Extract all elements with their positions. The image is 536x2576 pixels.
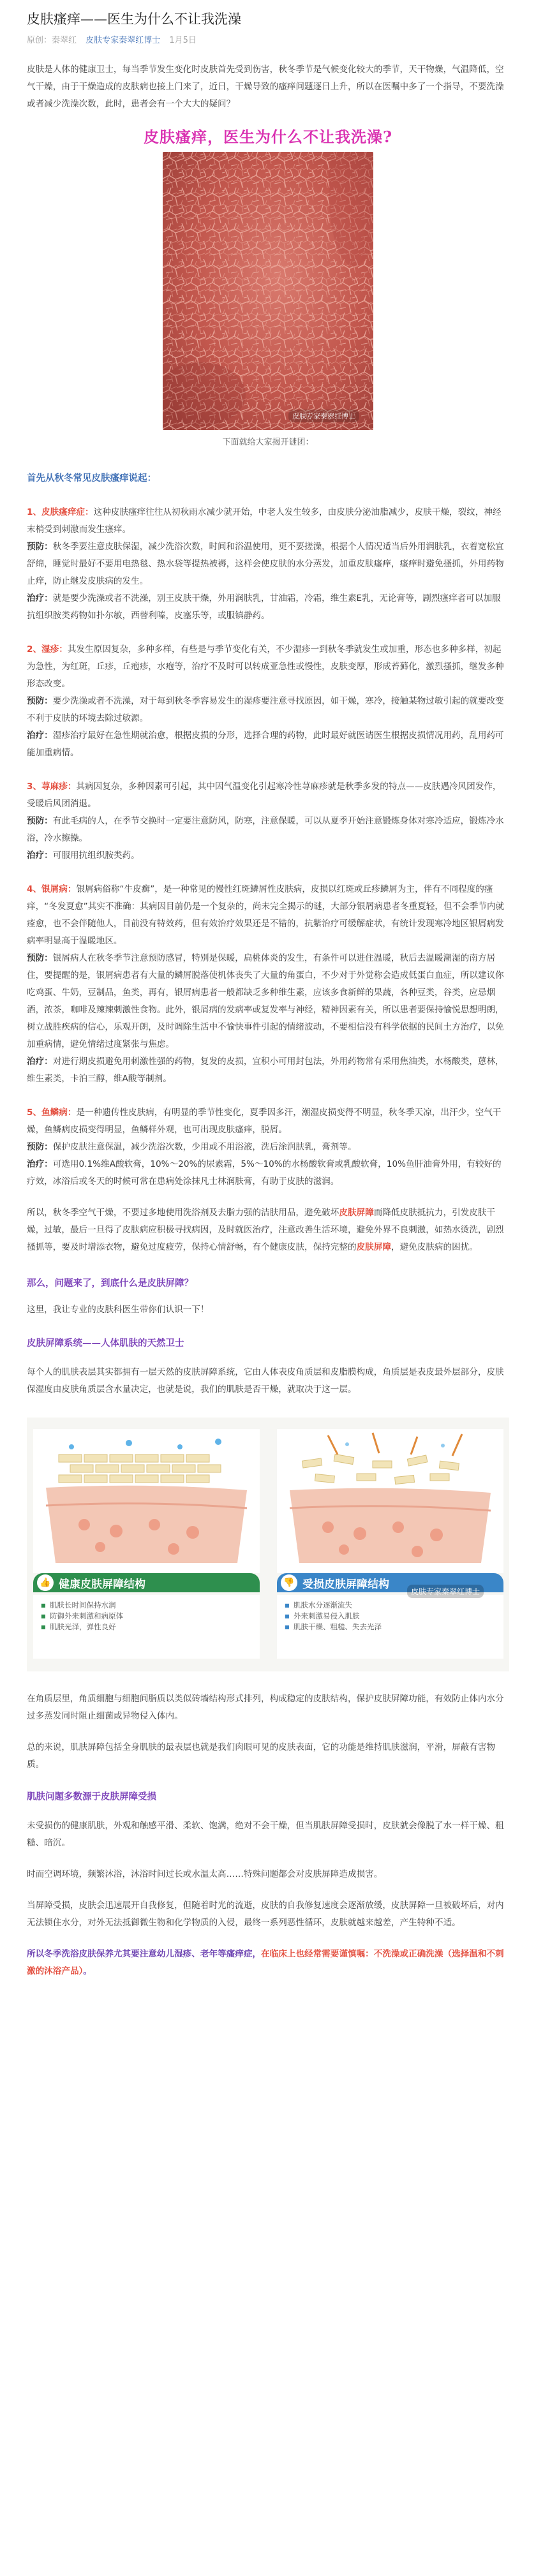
diagram-point: ■ 肌肤光泽，弹性良好 bbox=[50, 1622, 260, 1632]
disease-description: 这种皮肤瘙痒往往从初秋雨水减少就开始，中老人发生较多，由皮肤分泌油脂减少，皮肤干燥，裂纹，神经末梢受到刺激而发生瘙痒。 bbox=[27, 507, 502, 535]
summary-text-2: 而降低皮肤抵抗力，引发皮肤干燥，过敏，最后一旦得了皮肤病应积极寻找病因，及时就医治疗，注意改善生活环境，避免外界不良刺激，如热水烫洗，剧烈搔抓等，要及时增添衣物，避免过度疲劳，保持心情舒畅，有个健康皮肤，保持完整的 bbox=[27, 1208, 504, 1252]
disease-point bbox=[27, 813, 509, 847]
disease-title: 2、湿疹： bbox=[27, 644, 68, 655]
diagram-point: ■ 外来刺激易侵入肌肤 bbox=[294, 1611, 503, 1622]
disease-point bbox=[27, 1156, 509, 1190]
diagram-point: ■ 防御外来刺激和病原体 bbox=[50, 1611, 260, 1622]
banner-text: 皮肤瘙痒，医生为什么不让我洗澡? bbox=[143, 128, 393, 146]
disease-point bbox=[27, 1053, 509, 1088]
disease-lead bbox=[27, 504, 509, 538]
question-heading: 那么，问题来了，到底什么是皮肤屏障？ bbox=[27, 1278, 193, 1289]
skin-barrier-diagram bbox=[27, 1418, 509, 1671]
damaged-barrier-panel bbox=[277, 1429, 503, 1660]
disease-title: 3、荨麻疹： bbox=[27, 781, 77, 792]
disease-title: 5、鱼鳞病： bbox=[27, 1107, 77, 1118]
final-paragraph bbox=[27, 1946, 509, 1980]
damaged-points bbox=[277, 1595, 503, 1659]
point-label: 治疗： bbox=[27, 850, 53, 861]
diagram-watermark: 皮肤专家秦翠红博士 bbox=[407, 1585, 484, 1598]
disease-point bbox=[27, 727, 509, 762]
point-text: 湿疹治疗最好在急性期就治愈，根据皮损的分形，选择合理的药物，此时最好就医请医生根据皮损情况用药，乱用药可能加重病情。 bbox=[27, 730, 504, 758]
barrier-function-paragraph: 总的来说，肌肤屏障包括全身肌肤的最表层也就是我们肉眼可见的皮肤表面，它的功能是维持肌肤滋润，平滑，屏蔽有害物质。 bbox=[27, 1742, 496, 1770]
final-text-1: 所以冬季洗浴皮肤保养尤其要注意幼儿湿疹、老年等瘙痒症， bbox=[27, 1949, 262, 1959]
disease-item bbox=[27, 1104, 509, 1190]
damaged-label: 受损皮肤屏障结构 bbox=[302, 1578, 389, 1591]
question-answer: 这里，我让专业的皮肤科医生带你们认识一下！ bbox=[27, 1305, 209, 1315]
skin-rash-image bbox=[163, 152, 373, 430]
disease-description: 其发生原因复杂，多种多样，有些是与季节变化有关，不少湿疹一到秋冬季就发生或加重，形态也多种多样，初起为急性，为红斑，丘疹，丘疱疹，水疱等，治疗不及时可以转成亚急性或慢性，皮肤变厚，形成苔藓化，激烈搔抓，继发多种形态改变。 bbox=[27, 644, 504, 689]
disease-list bbox=[27, 504, 509, 1190]
thumbs-down-icon: 👎 bbox=[281, 1574, 297, 1591]
point-label: 预防： bbox=[27, 953, 53, 963]
disease-item bbox=[27, 881, 509, 1088]
damaged-skin-layers-image bbox=[277, 1429, 503, 1573]
summary-barrier-1: 皮肤屏障 bbox=[339, 1208, 374, 1218]
barrier-intro: 每个人的肌肤表层其实都拥有一层天然的皮肤屏障系统，它由人体表皮角质层和皮脂膜构成，角质层是表皮最外层部分，皮肤保湿度由皮肤角质层含水量决定，也就是说，我们的肌肤是否干燥，就取决于这一层。 bbox=[27, 1367, 504, 1395]
account-link[interactable]: 皮肤专家秦翠红博士 bbox=[86, 36, 161, 45]
disease-title: 1、皮肤瘙痒症： bbox=[27, 507, 94, 517]
damage-paragraph-1: 未受损伤的健康肌肤，外观和触感平滑、柔软、饱满，绝对不会干燥，但当肌肤屏障受损时，皮肤就会像脱了水一样干燥、粗糙、暗沉。 bbox=[27, 1821, 504, 1848]
diagram-point: ■ 肌肤水分逐渐流失 bbox=[294, 1600, 503, 1611]
barrier-heading: 皮肤屏障系统——人体肌肤的天然卫士 bbox=[27, 1338, 184, 1349]
section-common-itch: 首先从秋冬常见皮肤瘙痒说起： bbox=[27, 473, 156, 484]
article-date: 1月5日 bbox=[169, 36, 197, 45]
thumbs-up-icon: 👍 bbox=[37, 1574, 54, 1591]
healthy-label: 健康皮肤屏障结构 bbox=[59, 1578, 145, 1591]
image-caption: 下面就给大家揭开谜团： bbox=[222, 438, 314, 447]
diagram-point: ■ 肌肤长时间保持水润 bbox=[50, 1600, 260, 1611]
barrier-structure-paragraph: 在角质层里，角质细胞与细胞间脂质以类似砖墙结构形式排列，构成稳定的皮肤结构，保护皮肤屏障功能，有效防止体内水分过多蒸发同时阻止细菌或异物侵入体内。 bbox=[27, 1694, 504, 1721]
disease-lead bbox=[27, 881, 509, 950]
skin-rash-illustration bbox=[163, 152, 373, 430]
point-text: 有此毛病的人，在季节交换时一定要注意防风，防寒，注意保暖，可以从夏季开始注意锻炼身体对寒冷适应，锻炼冷水浴，冷水擦操。 bbox=[27, 816, 504, 843]
article-title: 皮肤瘙痒——医生为什么不让我洗澡 bbox=[27, 11, 241, 27]
point-label: 治疗： bbox=[27, 593, 53, 603]
disease-lead bbox=[27, 641, 509, 693]
disease-point bbox=[27, 693, 509, 727]
disease-title: 4、银屑病： bbox=[27, 884, 77, 894]
healthy-points-list bbox=[33, 1600, 260, 1632]
disease-item bbox=[27, 504, 509, 625]
damage-paragraph-2: 时而空调环境，频繁沐浴，沐浴时间过长或水温太高……特殊问题都会对皮肤屏障造成损害。 bbox=[27, 1869, 383, 1879]
point-text: 要少洗澡或者不洗澡，对于每到秋冬季容易发生的湿疹要注意寻找原因，如干燥，寒冷，接触某物过敏引起的就要改变不利于皮肤的环境去除过敏源。 bbox=[27, 696, 504, 723]
point-text: 可服用抗组织胺类药。 bbox=[52, 850, 140, 861]
disease-point bbox=[27, 590, 509, 625]
disease-item bbox=[27, 778, 509, 864]
point-label: 治疗： bbox=[27, 1056, 53, 1067]
intro-paragraph: 皮肤是人体的健康卫士，每当季节发生变化时皮肤首先受到伤害，秋冬季节是气候变化较大的季节，天干物燥，气温降低，空气干燥，由于干燥造成的皮肤病也接上门来了，近日，干燥导致的瘙痒问题逐日上升，所以在医嘱中多了一个指导，不要洗澡或者减少洗澡次数，此时，患者会有一个大大的疑问？ bbox=[27, 64, 504, 109]
point-text: 可选用0.1%维A酸软膏，10%～20%的尿素霜，5%～10%的水杨酸软膏或乳酸软膏，10%鱼肝油膏外用，有较好的疗效，冰浴后或冬天的时候可常在患病处涂抹凡士林润肤膏，有助于皮肤的滋润。 bbox=[27, 1159, 502, 1187]
summary-text-1: 所以，秋冬季空气干燥，不要过多地使用洗浴剂及去脂力强的洁肤用品，避免破坏 bbox=[27, 1208, 339, 1218]
disease-lead bbox=[27, 778, 509, 813]
damage-heading: 肌肤问题多数源于皮肤屏障受损 bbox=[27, 1792, 156, 1802]
healthy-points bbox=[33, 1595, 260, 1659]
point-text: 秋冬季要注意皮肤保湿，减少洗浴次数，时间和浴温使用，更不要搓澡，根据个人情况适当后外用润肤乳，衣着宽松宜舒绵，睡觉时最好不要用电热毯、热水袋等提热被褥，这样会使皮肤的水分蒸发，加重皮肤瘙痒，瘙痒时避免搔抓，外用药物止痒，防止继发皮肤病的发生。 bbox=[27, 542, 504, 586]
healthy-barrier-panel bbox=[33, 1429, 260, 1660]
disease-description: 是一种遗传性皮肤病，有明显的季节性变化，夏季因多汗，潮湿皮损变得不明显，秋冬季天凉，出汗少，空气干燥，鱼鳞病皮损变得明显，鱼鳞样外观，也可出现皮肤瘙痒，脱屑。 bbox=[27, 1107, 502, 1135]
final-highlight: 在临床上也经常需要谨慎嘱：不洗澡或正确洗澡（选择温和不刺激的沐浴产品） bbox=[27, 1949, 504, 1976]
point-text: 就是要少洗澡或者不洗澡，别王皮肤干燥，外用润肤乳，甘油霜，冷霜，维生素E乳，无论膏等，剧烈瘙痒者可以加服抗组织胺类药物如扑尔敏，西替利嗪，皮塞乐等，或服镇静药。 bbox=[27, 593, 501, 621]
disease-item bbox=[27, 641, 509, 762]
point-label: 预防： bbox=[27, 816, 53, 826]
disease-lead bbox=[27, 1104, 509, 1139]
disease-point bbox=[27, 950, 509, 1053]
diagram-point: ■ 肌肤干燥、粗糙、失去光泽 bbox=[294, 1622, 503, 1632]
article-meta bbox=[27, 34, 509, 47]
healthy-skin-layers-image bbox=[33, 1429, 260, 1573]
point-text: 保护皮肤注意保温，减少洗浴次数，少用或不用浴液，洗后涂润肤乳，膏剂等。 bbox=[52, 1142, 357, 1152]
disease-point bbox=[27, 1139, 509, 1156]
final-text-2: 。 bbox=[83, 1966, 92, 1976]
damage-paragraph-3: 当屏障受损，皮肤会迅速展开自我修复，但随着时光的流逝，皮肤的自我修复速度会逐渐放缓，皮肤屏障一旦被破坏后，对内无法锁住水分，对外无法抵御微生物和化学物质的入侵，最终一系列恶性循环，皮肤就越来越差，产生特种不适。 bbox=[27, 1900, 504, 1928]
point-label: 预防： bbox=[27, 542, 53, 552]
disease-description: 银屑病俗称“牛皮癣”，是一种常见的慢性红斑鳞屑性皮肤病，皮损以红斑或丘疹鳞屑为主，伴有不同程度的瘙痒，“冬发夏愈”其实不准确：其病因目前仍是一个复杂的，尚未完全揭示的谜，大部分银屑病患者冬重夏轻，但不会季节内就痊愈，也不会伴随他人，目前没有特效药，但有效治疗效果还是不错的，抗紫治疗可缓解症状，有统计发现寒冷地区银屑病发病率明显高于温暖地区。 bbox=[27, 884, 505, 946]
summary-paragraph bbox=[27, 1204, 509, 1256]
image-watermark: 皮肤专家秦翠红博士 bbox=[288, 410, 359, 422]
point-label: 治疗： bbox=[27, 730, 53, 741]
point-label: 治疗： bbox=[27, 1159, 53, 1169]
summary-barrier-2: 皮肤屏障 bbox=[356, 1242, 391, 1252]
disease-point bbox=[27, 538, 509, 590]
article bbox=[27, 0, 509, 1980]
banner-heading bbox=[27, 124, 509, 147]
point-text: 银屑病人在秋冬季节注意预防感冒，特别是保暖，扁桃体炎的发生，有条件可以进住温暖，秋后去温暖潮湿的南方居住，要提醒的是，银屑病患者有大量的鳞屑脱落使机体丧失了大量的角蛋白，不少对于外觉称会造成低蛋白血症，所以建议你吃鸡蛋、牛奶，豆制品，鱼类，再有，银屑病患者一般都缺乏多种维生素，应该多食新鲜的果蔬，各种豆类，谷类，应忌烟酒，浓茶，咖啡及辣辣刺激性食物。此外，银屑病的发病率或复发率与神经，精神因素有关，所以患者要保持愉悦思想明朗，树立战胜疾病的信心，乐观开朗，及时调除生活中不愉快事件引起的情绪波动，不要相信没有科学依据的民间土方治疗，以免加重病情，避免情绪过度紧张与焦虑。 bbox=[27, 953, 504, 1049]
damaged-points-list bbox=[277, 1600, 503, 1632]
point-text: 对进行期皮损避免用刺激性强的药物，复发的皮损，宜积小可用封包法，外用药物常有采用焦油类，水杨酸类，蒽林，维生素类，卡泊三醇，维A酸等制剂。 bbox=[27, 1056, 504, 1084]
article-author: 原创：秦翠红 bbox=[27, 36, 77, 45]
point-label: 预防： bbox=[27, 1142, 53, 1152]
disease-point bbox=[27, 847, 509, 864]
summary-text-3: ，避免皮肤病的困扰。 bbox=[391, 1242, 478, 1252]
healthy-label-bar bbox=[33, 1573, 260, 1592]
point-label: 预防： bbox=[27, 696, 53, 706]
disease-description: 其病因复杂，多种因素可引起，其中因气温变化引起寒冷性荨麻疹就是秋季多发的特点——皮肤遇冷风团发作，受暖后风团消退。 bbox=[27, 781, 502, 809]
